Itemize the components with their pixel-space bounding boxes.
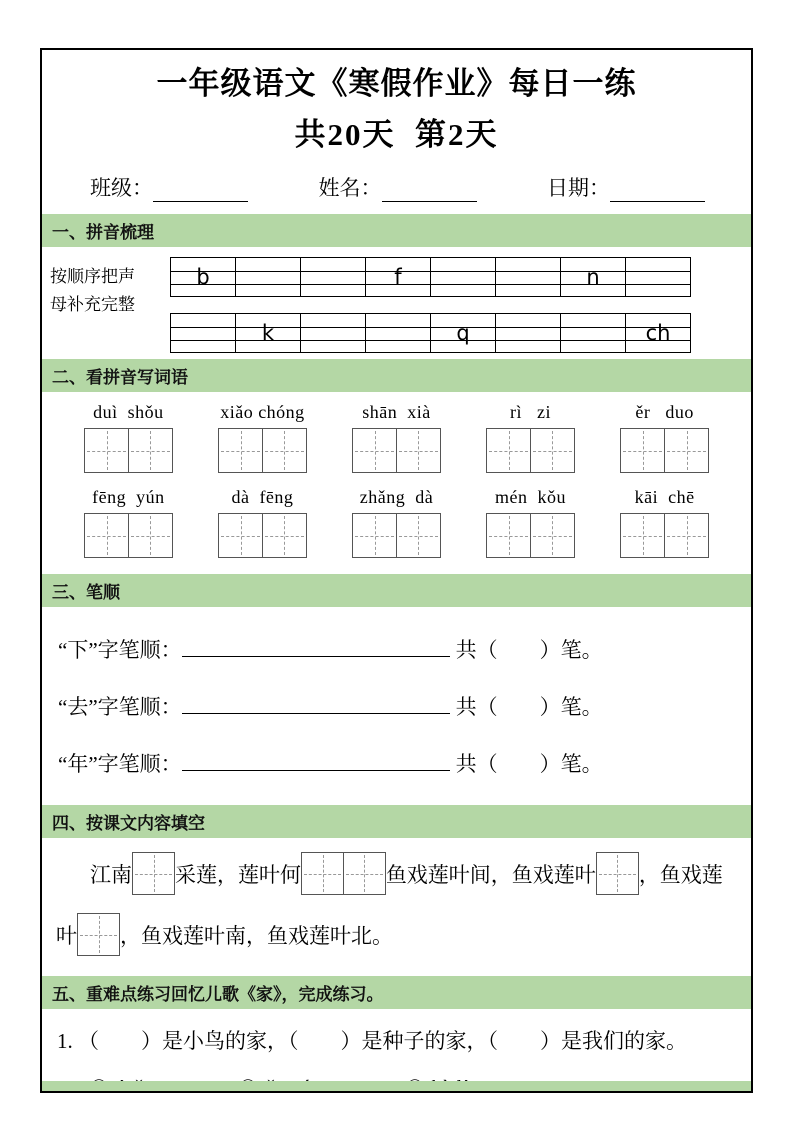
tian-cell xyxy=(84,428,129,473)
pinyin-label: kāi chē xyxy=(634,487,695,507)
stroke-line-suffix: 共（ ）笔。 xyxy=(455,638,603,662)
tian-cell xyxy=(84,513,129,558)
tian-cell xyxy=(352,428,397,473)
strip-cell xyxy=(300,257,366,297)
section3-header: 三、笔顺 xyxy=(42,574,751,607)
section1-header: 一、拼音梳理 xyxy=(42,214,751,247)
section4-header: 四、按课文内容填空 xyxy=(42,805,751,838)
worksheet-page xyxy=(40,48,753,1093)
question-1: 1. （ ）是小鸟的家，（ ）是种子的家，（ ）是我们的家。 xyxy=(57,1029,687,1053)
tian-cell xyxy=(596,852,639,895)
date-label: 日期： xyxy=(547,176,610,200)
word-block xyxy=(218,402,307,473)
tian-cell xyxy=(530,513,575,558)
writing-boxes xyxy=(352,428,441,473)
writing-boxes xyxy=(218,428,307,473)
strip-cell xyxy=(430,257,496,297)
tian-cell xyxy=(218,513,263,558)
strip-cell xyxy=(170,257,236,297)
strip-letter xyxy=(301,258,365,296)
strip-cell xyxy=(625,313,691,353)
strip-letter: b xyxy=(196,265,210,289)
strip-cell xyxy=(560,313,626,353)
text-segment: 采莲，莲叶何 xyxy=(175,862,301,887)
date-field xyxy=(547,172,705,202)
tian-cell xyxy=(530,428,575,473)
strip-cell xyxy=(495,257,561,297)
tian-cell xyxy=(396,513,441,558)
tian-cell xyxy=(218,428,263,473)
writing-boxes xyxy=(218,513,307,558)
strip-cell xyxy=(170,313,236,353)
tian-cell xyxy=(664,428,709,473)
word-row-1 xyxy=(42,402,751,473)
strip-letter xyxy=(431,258,495,296)
tian-cell xyxy=(262,513,307,558)
strip-cell xyxy=(235,257,301,297)
strip-cell xyxy=(560,257,626,297)
tian-cell xyxy=(132,852,175,895)
strip-letter xyxy=(171,314,235,352)
pinyin-label: duì shǒu xyxy=(93,402,164,422)
instruction-line2: 母补充完整 xyxy=(50,295,135,315)
strip-cell xyxy=(495,313,561,353)
class-label: 班级： xyxy=(90,176,153,200)
instruction-line1: 按顺序把声 xyxy=(50,267,135,286)
word-block xyxy=(84,487,173,558)
tian-cell xyxy=(664,513,709,558)
strip-letter: ch xyxy=(645,321,671,345)
word-row-2 xyxy=(42,487,751,558)
class-blank xyxy=(153,177,248,202)
tian-cell xyxy=(301,852,344,895)
section5-header: 五、重难点练习回忆儿歌《家》，完成练习。 xyxy=(42,976,751,1009)
tian-cell xyxy=(486,428,531,473)
name-field xyxy=(319,172,477,202)
pinyin-label: xiǎo chóng xyxy=(220,402,305,422)
tian-cell xyxy=(77,913,120,956)
pinyin-label: fēng yún xyxy=(92,487,165,507)
text-segment: 鱼戏莲叶间，鱼戏莲叶 xyxy=(385,862,596,887)
word-block xyxy=(620,487,709,558)
stroke-order-line xyxy=(42,691,751,721)
strip-letter xyxy=(236,258,300,296)
footer-accent-bar xyxy=(42,1081,751,1091)
strip-cell xyxy=(625,257,691,297)
word-block xyxy=(352,402,441,473)
tian-cell xyxy=(128,513,173,558)
pinyin-label: dà fēng xyxy=(231,487,294,507)
pinyin-strips xyxy=(170,257,691,353)
pinyin-label: mén kǒu xyxy=(495,487,567,507)
tian-cell xyxy=(486,513,531,558)
strip-cell xyxy=(430,313,496,353)
word-block xyxy=(352,487,441,558)
date-blank xyxy=(610,177,705,202)
stroke-line-label: “下”字笔顺： xyxy=(58,638,182,662)
text-segment: ，鱼戏莲叶南，鱼戏莲叶北。 xyxy=(120,923,393,948)
writing-boxes xyxy=(620,513,709,558)
text-segment: 江南 xyxy=(90,862,132,887)
strip-letter xyxy=(301,314,365,352)
strip-cell xyxy=(235,313,301,353)
writing-boxes xyxy=(486,513,575,558)
stroke-order-line xyxy=(42,634,751,664)
stroke-line-label: “年”字笔顺： xyxy=(58,752,182,776)
fill-in-line-1 xyxy=(76,852,751,895)
pinyin-label: shān xià xyxy=(362,402,431,422)
text-segment: ，鱼戏莲 xyxy=(638,862,723,887)
tian-cell xyxy=(620,428,665,473)
section2-header: 二、看拼音写词语 xyxy=(42,359,751,392)
stroke-line-suffix: 共（ ）笔。 xyxy=(455,695,603,719)
strip-letter xyxy=(366,314,430,352)
pinyin-strip-2 xyxy=(170,313,691,353)
answer-blank xyxy=(182,635,450,657)
pinyin-strip-1 xyxy=(170,257,691,297)
answer-blank xyxy=(182,692,450,714)
stroke-line-label: “去”字笔顺： xyxy=(58,695,182,719)
student-info-row xyxy=(42,172,751,202)
strip-letter: q xyxy=(456,321,470,345)
stroke-order-line xyxy=(42,748,751,778)
class-field xyxy=(90,172,248,202)
tian-cell xyxy=(620,513,665,558)
tian-cell xyxy=(343,852,386,895)
strip-letter xyxy=(496,314,560,352)
writing-boxes xyxy=(620,428,709,473)
strip-letter: n xyxy=(586,265,600,289)
stroke-line-suffix: 共（ ）笔。 xyxy=(455,752,603,776)
page-subtitle: 共20天 第2天 xyxy=(294,117,499,152)
pinyin-label: zhǎng dà xyxy=(359,487,434,507)
tian-cell xyxy=(262,428,307,473)
fill-in-line-2 xyxy=(42,913,751,956)
pinyin-label: ěr duo xyxy=(635,402,694,422)
tian-cell xyxy=(396,428,441,473)
text-segment: 叶 xyxy=(56,923,77,948)
strip-letter xyxy=(496,258,560,296)
strip-letter: k xyxy=(261,321,275,345)
strip-letter: f xyxy=(394,265,402,289)
word-block xyxy=(218,487,307,558)
section1-body xyxy=(42,247,751,359)
name-blank xyxy=(382,177,477,202)
strip-letter xyxy=(626,258,690,296)
writing-boxes xyxy=(84,513,173,558)
word-block xyxy=(620,402,709,473)
word-block xyxy=(486,487,575,558)
pinyin-label: rì zi xyxy=(510,402,552,422)
word-block xyxy=(486,402,575,473)
strip-letter xyxy=(561,314,625,352)
page-title: 一年级语文《寒假作业》每日一练 xyxy=(156,66,637,101)
answer-blank xyxy=(182,749,450,771)
word-block xyxy=(84,402,173,473)
name-label: 姓名： xyxy=(318,176,382,200)
section1-instruction xyxy=(50,257,142,353)
strip-cell xyxy=(365,313,431,353)
writing-boxes xyxy=(486,428,575,473)
strip-cell xyxy=(365,257,431,297)
strip-cell xyxy=(300,313,366,353)
tian-cell xyxy=(128,428,173,473)
writing-boxes xyxy=(84,428,173,473)
tian-cell xyxy=(352,513,397,558)
writing-boxes xyxy=(352,513,441,558)
